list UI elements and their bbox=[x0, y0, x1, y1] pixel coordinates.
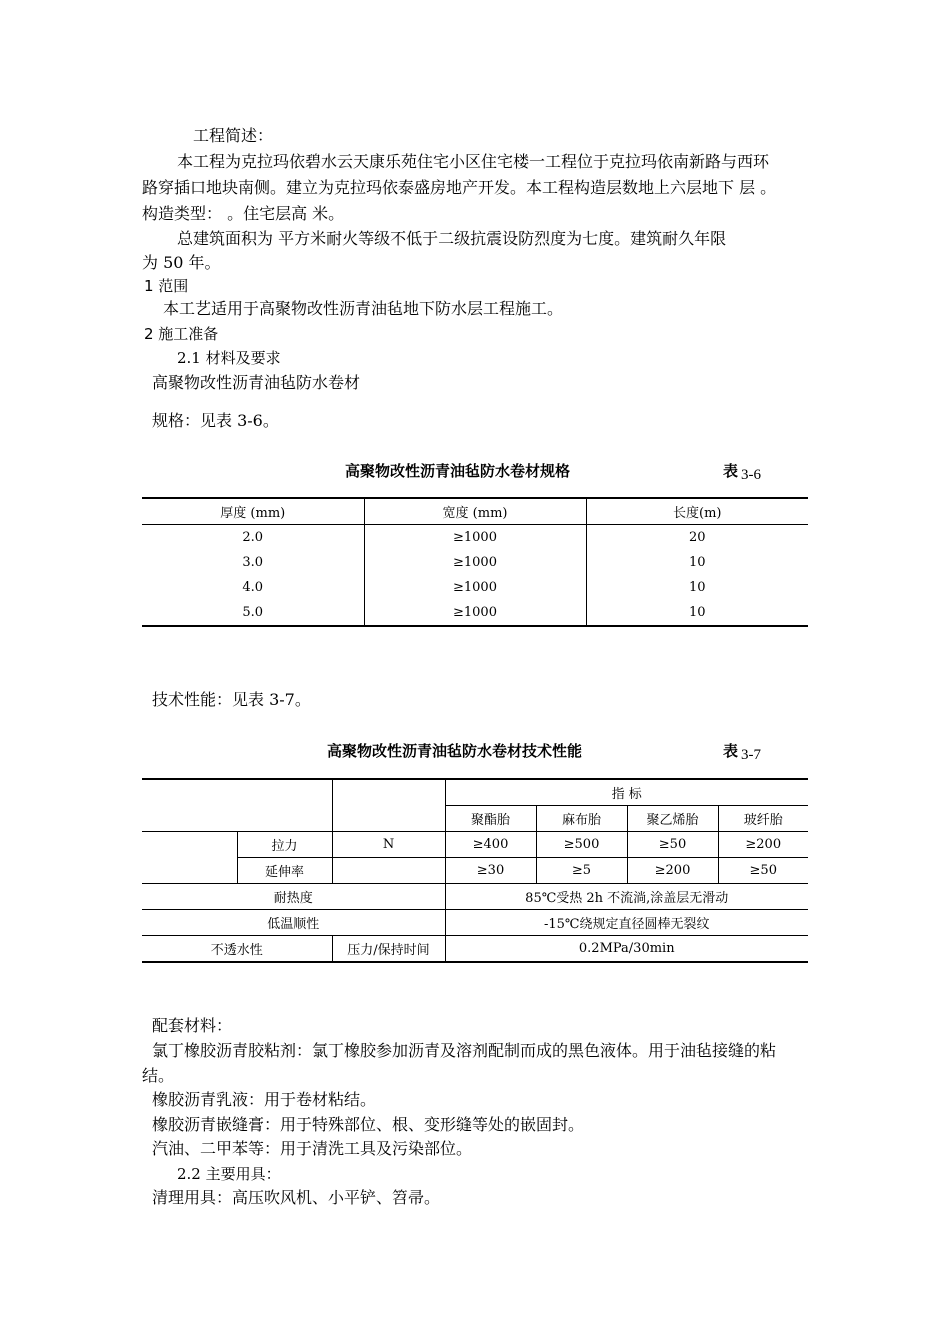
table-3-7-label: 表 bbox=[723, 742, 739, 760]
table-cell: 拉力 bbox=[237, 832, 332, 858]
subsection-2-1: 2.1 材料及要求 bbox=[177, 349, 281, 367]
table-cell: ≥400 bbox=[445, 832, 536, 858]
table-row bbox=[142, 575, 808, 600]
table-cell: 2.0 bbox=[242, 530, 264, 545]
table-cell: 低温顺性 bbox=[142, 910, 445, 936]
section-2-title: 2 施工准备 bbox=[144, 325, 219, 343]
table-3-6 bbox=[142, 497, 808, 627]
accessory-item: 氯丁橡胶沥青胶粘剂：氯丁橡胶参加沥青及溶剂配制而成的黑色液体。用于油毡接缝的粘 bbox=[152, 1041, 777, 1060]
table-cell: ≥50 bbox=[627, 832, 718, 858]
section-1-title: 1 范围 bbox=[144, 277, 189, 295]
tech-reference: 技术性能：见表 3-7。 bbox=[152, 690, 311, 709]
intro-paragraph-line: 为 50 年。 bbox=[142, 253, 221, 272]
table-cell: 3.0 bbox=[242, 555, 264, 570]
table-row bbox=[142, 600, 808, 626]
table-row bbox=[142, 936, 808, 963]
table-cell: ≥50 bbox=[718, 858, 808, 884]
table-3-7 bbox=[142, 778, 808, 963]
accessory-item: 汽油、二甲苯等：用于清洗工具及污染部位。 bbox=[152, 1139, 473, 1158]
section-1-body: 本工艺适用于高聚物改性沥青油毡地下防水层工程施工。 bbox=[163, 299, 564, 318]
table-cell: ≥1000 bbox=[364, 525, 586, 551]
table-cell: ≥1000 bbox=[364, 550, 586, 575]
table-cell: ≥1000 bbox=[364, 600, 586, 626]
table-header-cell: 麻布胎 bbox=[536, 806, 627, 832]
table-row bbox=[142, 832, 808, 858]
table-cell: ≥200 bbox=[627, 858, 718, 884]
table-header-cell: 聚乙烯胎 bbox=[627, 806, 718, 832]
table-cell: 压力/保持时间 bbox=[332, 936, 445, 963]
intro-paragraph-line: 总建筑面积为 平方米耐火等级不低于二级抗震设防烈度为七度。建筑耐久年限 bbox=[177, 229, 727, 248]
table-header-row bbox=[142, 779, 808, 806]
intro-paragraph-line: 路穿插口地块南侧。建立为克拉玛依泰盛房地产开发。本工程构造层数地上六层地下 层 。 bbox=[142, 178, 777, 197]
table-cell: 4.0 bbox=[242, 580, 264, 595]
table-cell: N bbox=[332, 832, 445, 858]
table-row bbox=[142, 525, 808, 551]
table-cell: 不透水性 bbox=[142, 936, 332, 963]
table-cell bbox=[332, 858, 445, 884]
table-row bbox=[142, 910, 808, 936]
table-cell: 85℃受热 2h 不流淌,涂盖层无滑动 bbox=[445, 884, 808, 910]
accessories-title: 配套材料： bbox=[152, 1016, 233, 1035]
table-3-6-number: 3-6 bbox=[741, 467, 761, 483]
table-cell: -15℃绕规定直径圆棒无裂纹 bbox=[445, 910, 808, 936]
table-3-6-caption: 高聚物改性沥青油毡防水卷材规格 bbox=[345, 462, 571, 480]
index-header: 指 标 bbox=[445, 779, 808, 806]
accessory-item: 橡胶沥青乳液：用于卷材粘结。 bbox=[152, 1090, 377, 1109]
table-cell: ≥200 bbox=[718, 832, 808, 858]
intro-paragraph-line: 本工程为克拉玛依碧水云天康乐苑住宅小区住宅楼一工程位于克拉玛依南新路与西环 bbox=[177, 152, 770, 171]
table-cell: 10 bbox=[586, 575, 808, 600]
table-cell: ≥5 bbox=[536, 858, 627, 884]
table-3-6-label: 表 bbox=[723, 462, 739, 480]
table-cell: 延伸率 bbox=[237, 858, 332, 884]
table-row bbox=[142, 858, 808, 884]
table-header-cell: 长度(m) bbox=[586, 498, 808, 525]
accessory-item: 橡胶沥青嵌缝膏：用于特殊部位、根、变形缝等处的嵌固封。 bbox=[152, 1115, 585, 1134]
table-header-cell: 宽度 (mm) bbox=[364, 498, 586, 525]
accessory-item: 结。 bbox=[142, 1066, 175, 1085]
table-cell bbox=[142, 832, 237, 884]
intro-heading: 工程简述： bbox=[193, 126, 274, 145]
intro-paragraph-line: 构造类型： 。住宅层高 米。 bbox=[142, 204, 345, 223]
tools-cleaning: 清理用具：高压吹风机、小平铲、笤帚。 bbox=[152, 1188, 441, 1207]
table-3-7-number: 3-7 bbox=[741, 747, 761, 763]
table-header-cell bbox=[332, 779, 445, 832]
table-row bbox=[142, 884, 808, 910]
table-cell: 10 bbox=[586, 550, 808, 575]
table-header-cell: 厚度 (mm) bbox=[142, 498, 364, 525]
table-3-7-caption: 高聚物改性沥青油毡防水卷材技术性能 bbox=[327, 742, 583, 760]
table-cell: 10 bbox=[586, 600, 808, 626]
material-name: 高聚物改性沥青油毡防水卷材 bbox=[152, 373, 361, 392]
table-header-row bbox=[142, 498, 808, 525]
table-row bbox=[142, 550, 808, 575]
table-cell: 耐热度 bbox=[142, 884, 445, 910]
table-header-cell: 聚酯胎 bbox=[445, 806, 536, 832]
subsection-2-2: 2.2 主要用具： bbox=[177, 1165, 281, 1183]
table-cell: ≥500 bbox=[536, 832, 627, 858]
table-cell: 5.0 bbox=[242, 605, 264, 620]
spec-reference: 规格：见表 3-6。 bbox=[152, 411, 279, 430]
table-header-cell bbox=[142, 779, 332, 832]
table-cell: 20 bbox=[586, 525, 808, 551]
table-cell: ≥30 bbox=[445, 858, 536, 884]
table-cell: 0.2MPa/30min bbox=[445, 936, 808, 963]
table-header-cell: 玻纤胎 bbox=[718, 806, 808, 832]
table-cell: ≥1000 bbox=[364, 575, 586, 600]
